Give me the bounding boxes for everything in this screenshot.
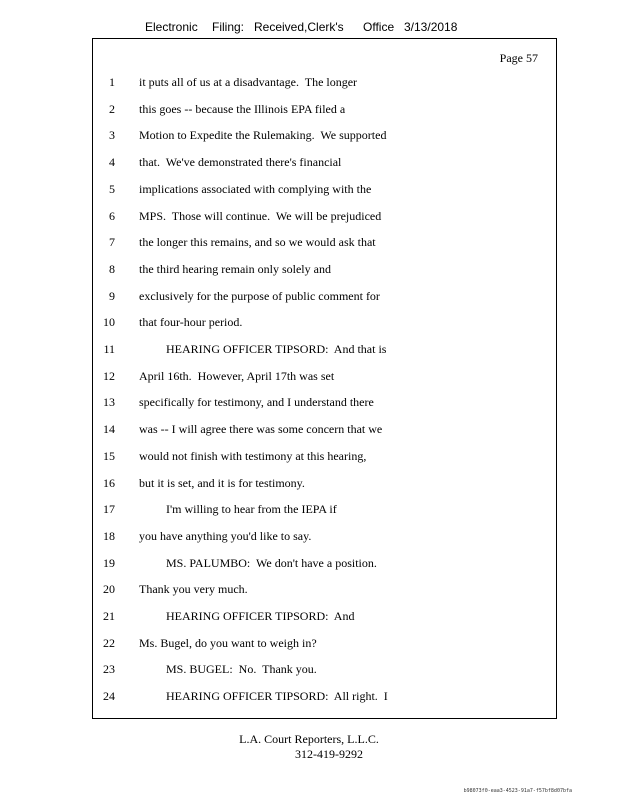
line-number: 9	[109, 288, 115, 303]
line-text: Ms. Bugel, do you want to weigh in?	[139, 635, 317, 650]
court-reporter-name: L.A. Court Reporters, L.L.C.	[239, 732, 379, 746]
line-text: but it is set, and it is for testimony.	[139, 475, 305, 490]
header-filing: Filing:	[212, 20, 245, 34]
line-number: 1	[109, 75, 115, 89]
transcript-line	[93, 102, 556, 118]
line-text: MPS. Those will continue. We will be prejudiced	[139, 208, 382, 223]
transcript-line	[93, 289, 556, 305]
line-number: 23	[103, 662, 115, 677]
line-number: 15	[103, 448, 115, 463]
transcript-line	[93, 315, 556, 331]
line-number: 24	[103, 689, 115, 704]
line-number: 12	[103, 368, 115, 383]
line-text: Motion to Expedite the Rulemaking. We supported	[139, 128, 387, 143]
line-text: MS. BUGEL: No. Thank you.	[139, 662, 317, 677]
line-text: specifically for testimony, and I understand there	[139, 395, 374, 410]
line-text: HEARING OFFICER TIPSORD: And	[139, 609, 355, 623]
line-number: 10	[103, 315, 115, 330]
transcript-line	[93, 636, 556, 652]
line-text: this goes -- because the Illinois EPA filed a	[139, 101, 346, 116]
transcript-line	[93, 235, 556, 251]
header-office: Office	[363, 20, 395, 34]
transcript-line	[93, 556, 556, 572]
transcript-line	[93, 128, 556, 144]
header-electronic: Electronic	[145, 20, 198, 34]
transcript-line	[93, 395, 556, 411]
line-number: 3	[109, 128, 115, 143]
line-text: I'm willing to hear from the IEPA if	[139, 502, 337, 517]
page-number: Page 57	[499, 51, 538, 65]
line-number: 20	[103, 582, 115, 597]
transcript-line	[93, 502, 556, 518]
line-number: 21	[103, 609, 115, 623]
page-footer	[0, 732, 618, 762]
line-number: 14	[103, 422, 115, 437]
line-text: implications associated with complying with the	[139, 181, 372, 196]
transcript-line	[93, 449, 556, 465]
transcript-line	[93, 262, 556, 278]
line-number: 22	[103, 635, 115, 650]
line-number: 13	[103, 395, 115, 410]
transcript-line	[93, 369, 556, 385]
line-text: MS. PALUMBO: We don't have a position.	[139, 555, 377, 570]
line-text: April 16th. However, April 17th was set	[139, 368, 335, 383]
transcript-line	[93, 529, 556, 545]
line-text: that four-hour period.	[139, 315, 243, 330]
line-text: would not finish with testimony at this hearing,	[139, 448, 367, 463]
line-text: you have anything you'd like to say.	[139, 528, 312, 543]
transcript-line	[93, 609, 556, 625]
line-text: that. We've demonstrated there's financial	[139, 155, 342, 170]
line-number: 19	[103, 555, 115, 570]
line-text: exclusively for the purpose of public comment for	[139, 288, 380, 303]
line-text: the longer this remains, and so we would ask that	[139, 235, 376, 250]
filing-stamp-header	[0, 20, 618, 36]
transcript-line	[93, 155, 556, 171]
transcript-line	[93, 209, 556, 225]
line-text: Thank you very much.	[139, 582, 248, 597]
line-number: 5	[109, 181, 115, 196]
line-text: the third hearing remain only solely and	[139, 261, 331, 276]
transcript-line	[93, 662, 556, 678]
line-number: 7	[109, 235, 115, 250]
line-text: HEARING OFFICER TIPSORD: And that is	[139, 342, 387, 356]
transcript-line	[93, 476, 556, 492]
line-text: was -- I will agree there was some concern that we	[139, 422, 383, 437]
document-id: b98073f0-eaa3-4523-91a7-f57bf8d07bfa	[463, 788, 572, 794]
transcript-line	[93, 422, 556, 438]
line-number: 6	[109, 208, 115, 223]
transcript-page-frame	[92, 38, 557, 719]
line-number: 2	[109, 101, 115, 116]
transcript-line	[93, 342, 556, 358]
line-text: it puts all of us at a disadvantage. The longer	[139, 75, 358, 89]
line-number: 18	[103, 528, 115, 543]
line-number: 17	[103, 502, 115, 517]
transcript-line	[93, 182, 556, 198]
header-date: 3/13/2018	[404, 20, 458, 34]
line-number: 11	[103, 342, 115, 356]
line-number: 16	[103, 475, 115, 490]
transcript-line	[93, 75, 556, 91]
transcript-line	[93, 582, 556, 598]
header-received: Received,Clerk's	[254, 20, 344, 34]
transcript-line	[93, 689, 556, 705]
court-reporter-phone: 312-419-9292	[295, 747, 363, 761]
line-number: 8	[109, 261, 115, 276]
line-number: 4	[109, 155, 115, 170]
line-text: HEARING OFFICER TIPSORD: All right. I	[139, 689, 388, 704]
